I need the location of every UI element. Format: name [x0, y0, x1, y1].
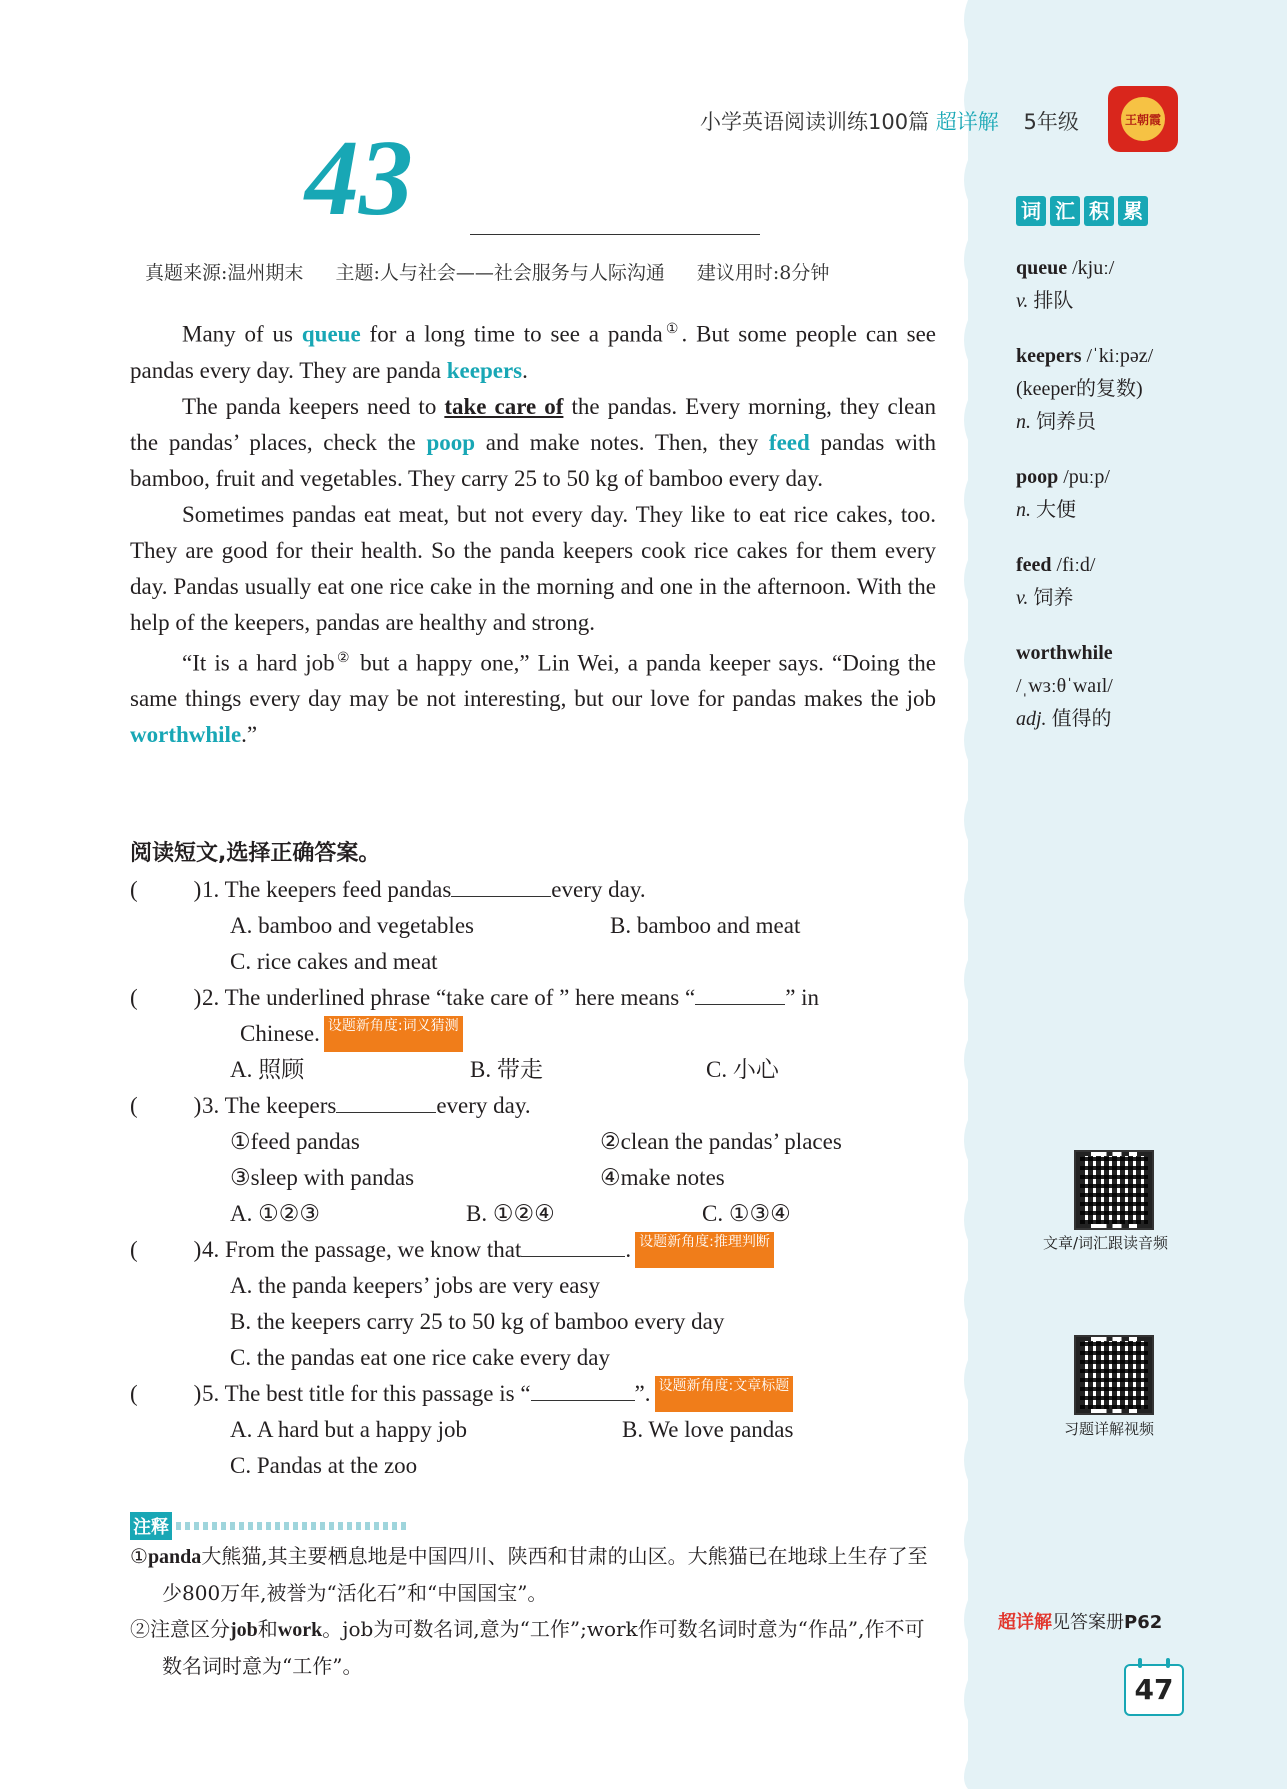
q4-option-c[interactable]: C. the pandas eat one rice cake every day: [230, 1345, 610, 1370]
q2-option-c[interactable]: C. 小心: [706, 1057, 779, 1082]
q3-option-c[interactable]: C. ①③④: [702, 1201, 791, 1226]
blank: [336, 1088, 436, 1113]
q4-option-a[interactable]: A. the panda keepers’ jobs are very easy: [230, 1273, 600, 1298]
keyword-poop: poop: [426, 429, 476, 455]
q2-option-b[interactable]: B. 带走: [470, 1057, 543, 1082]
q2-option-a[interactable]: A. 照顾: [230, 1057, 305, 1082]
qr-code-video[interactable]: [1074, 1335, 1154, 1415]
vocab-entry: poop /puːp/ n. 大便: [1016, 466, 1110, 521]
q5-option-c[interactable]: C. Pandas at the zoo: [230, 1453, 418, 1478]
meta-source: 真题来源:温州期末: [145, 262, 304, 284]
publisher-logo: [1108, 86, 1178, 152]
qr-caption-video: 习题详解视频: [1064, 1420, 1155, 1438]
q1-option-a[interactable]: A. bamboo and vegetables: [230, 913, 474, 938]
vocab-entry: worthwhile /ˌwɜːθˈwaɪl/ adj. 值得的: [1016, 642, 1113, 730]
answer-slot-2[interactable]: ( ): [130, 985, 202, 1010]
meta-time: 建议用时:8分钟: [696, 262, 830, 284]
vocab-entry: queue /kjuː/ v. 排队: [1016, 257, 1115, 312]
q3-item-1: ①feed pandas: [230, 1129, 360, 1154]
keyword-worthwhile: worthwhile: [130, 722, 242, 748]
q5-option-a[interactable]: A. A hard but a happy job: [230, 1417, 467, 1442]
paragraph-3: Sometimes pandas eat meat, but not every day. They like to eat rice cakes, too. They are good for their health. So the panda keepers cook rice cakes for them every day. Pandas usually eat one rice cake in the morning and one in the afternoon. With the help of the keepers, pandas are healthy and strong.: [130, 501, 936, 635]
blank: [531, 1376, 635, 1401]
question-4: ( ) 4. From the passage, we know that . 设题新角度:推理判断: [130, 1232, 936, 1268]
series-title: 小学英语阅读训练100篇: [700, 110, 930, 134]
paragraph-4: “It is a hard job② but a happy one,” Lin Wei, a panda keeper says. “Doing the same things every day may be not interesting, but our love for pandas makes the job worthwhile.”: [130, 650, 936, 748]
question-instruction: 阅读短文,选择正确答案。: [130, 841, 381, 866]
answer-slot-5[interactable]: ( ): [130, 1381, 202, 1406]
q3-item-3: ③sleep with pandas: [230, 1165, 415, 1190]
footnote-marker-1: ①: [662, 322, 682, 337]
question-1: ( ) 1. The keepers feed pandas every day.: [130, 872, 936, 908]
lesson-meta: [145, 258, 855, 285]
q1-option-c[interactable]: C. rice cakes and meat: [230, 949, 438, 974]
q5-option-b[interactable]: B. We love pandas: [622, 1417, 794, 1442]
q3-item-4: ④make notes: [600, 1165, 725, 1190]
answer-slot-3[interactable]: ( ): [130, 1093, 202, 1118]
q3-item-2: ②clean the pandas’ places: [600, 1129, 842, 1154]
vocab-entry: keepers /ˈkiːpəz/ (keeper的复数) n. 饲养员: [1016, 345, 1154, 433]
meta-theme: 主题:人与社会——社会服务与人际沟通: [335, 262, 665, 284]
question-3: ( ) 3. The keepers every day.: [130, 1088, 936, 1124]
question-5: ( ) 5. The best title for this passage is “ ”. 设题新角度:文章标题: [130, 1376, 936, 1412]
page-header: [700, 106, 1079, 136]
reading-passage: [130, 312, 936, 753]
answer-slot-4[interactable]: ( ): [130, 1237, 202, 1262]
underlined-phrase: take care of: [444, 393, 564, 419]
vocab-heading: 词 汇 积 累: [1016, 196, 1148, 226]
q4-option-b[interactable]: B. the keepers carry 25 to 50 kg of bamboo every day: [230, 1309, 725, 1334]
blank: [695, 980, 785, 1005]
notes-section: [130, 1538, 936, 1684]
q1-option-b[interactable]: B. bamboo and meat: [610, 913, 801, 938]
keyword-keepers: keepers: [446, 357, 523, 383]
blank: [521, 1232, 625, 1257]
question-list: ( ) 1. The keepers feed pandas every day. A. bamboo and vegetables B. bamboo and meat C. rice cakes and meat ( ) 2. The underlined phrase “take care of ” here means “ ” in Chinese. 设题新角度:词义猜测 A. 照顾 B. 带走 C. 小心 ( ) 3. The keepers every day. ①feed pandas ②clean the pandas’ places ③sleep with pandas ④make notes A. ①②③ B. ①②④ C. ①③④ ( ) 4. From the passage, we know that . 设题新角度:推理判断 A. the panda keepers’ jobs are very easy B. the keepers carry 25 to 50 kg of bamboo every day C. the pandas eat one rice cake every day ( ) 5. The best title for this passage is “ ”. 设题新角度:文章标题 A. A hard but a happy job B. We love pandas C. Pandas at the zoo: [130, 872, 936, 1484]
logo-text: 王朝霞: [1121, 97, 1165, 141]
keyword-queue: queue: [301, 321, 361, 347]
vocab-list: [1016, 252, 1266, 758]
blank: [451, 872, 551, 897]
new-angle-tag: 设题新角度:推理判断: [635, 1232, 774, 1268]
notes-heading: [130, 1512, 406, 1540]
answer-slot-1[interactable]: ( ): [130, 877, 202, 902]
series-highlight: 超详解: [935, 110, 999, 134]
answer-reference: 超详解见答案册P62: [998, 1612, 1163, 1633]
title-blank-line: [470, 234, 760, 235]
notes-label: 注释: [130, 1512, 172, 1540]
note-1: ①panda大熊猫,其主要栖息地是中国四川、陕西和甘肃的山区。大熊猫已在地球上生存了至少800万年,被誉为“活化石”和“中国国宝”。: [130, 1544, 928, 1605]
paragraph-1: Many of us queue for a long time to see a panda①. But some people can see pandas every day. They are panda keepers.: [130, 321, 936, 383]
keyword-feed: feed: [768, 429, 810, 455]
qr-code-audio[interactable]: [1074, 1150, 1154, 1230]
note-2: ②注意区分job和work。job为可数名词,意为“工作”;work作可数名词时意为“作品”,作不可数名词时意为“工作”。: [130, 1617, 925, 1678]
footnote-marker-2: ②: [334, 650, 352, 666]
new-angle-tag: 设题新角度:文章标题: [655, 1376, 794, 1412]
paragraph-2: The panda keepers need to take care of the pandas. Every morning, they clean the pandas’ places, check the poop and make notes. Then, they feed pandas with bamboo, fruit and vegetables. They carry 25 to 50 kg of bamboo every day.: [130, 393, 937, 491]
notes-divider: [176, 1522, 406, 1530]
vocab-entry: feed /fiːd/ v. 饲养: [1016, 554, 1096, 609]
q3-option-a[interactable]: A. ①②③: [230, 1201, 320, 1226]
new-angle-tag: 设题新角度:词义猜测: [324, 1016, 463, 1052]
q3-option-b[interactable]: B. ①②④: [466, 1201, 555, 1226]
question-2: ( ) 2. The underlined phrase “take care of ” here means “ ” in: [130, 980, 936, 1016]
page-number: 47: [1124, 1664, 1184, 1716]
qr-caption-audio: 文章/词汇跟读音频: [1043, 1234, 1169, 1252]
sidebar-wave-edge: [960, 0, 990, 1789]
grade-label: 5年级: [1023, 110, 1079, 134]
lesson-number: 43: [305, 119, 413, 238]
